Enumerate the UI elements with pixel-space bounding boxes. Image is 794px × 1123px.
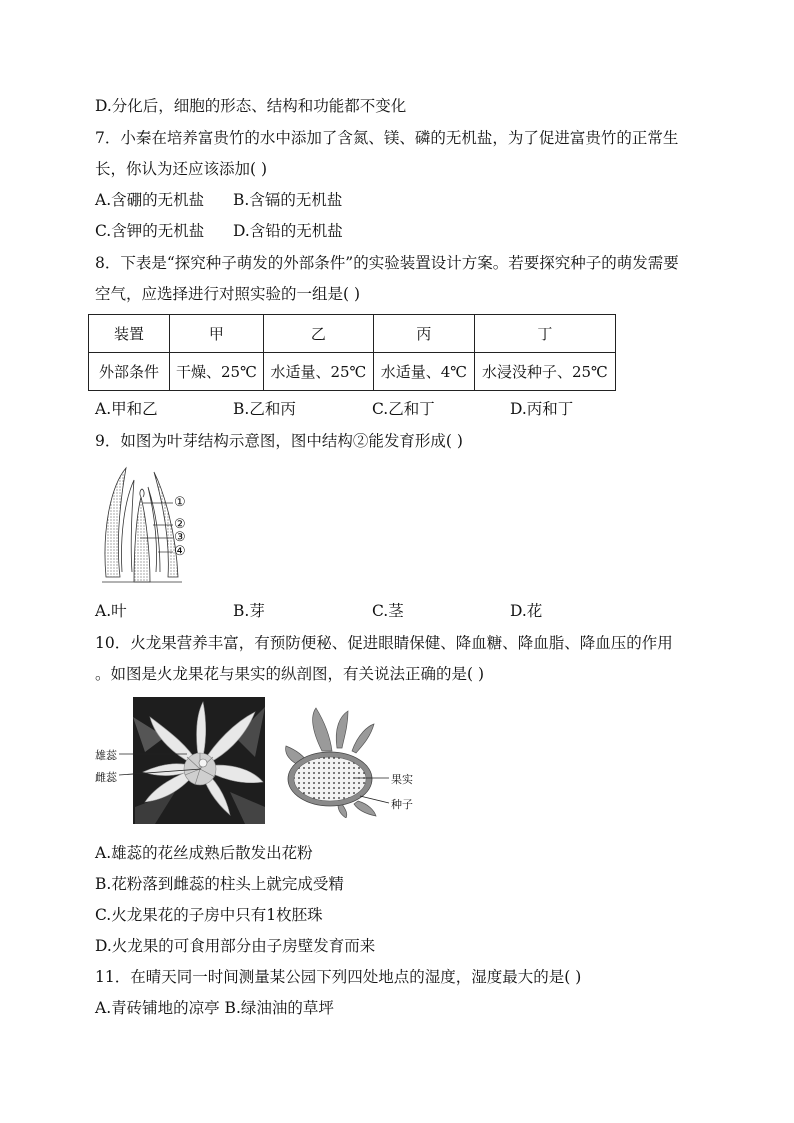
bud-label-2: ②	[174, 517, 186, 532]
q7-option-b: B.含镉的无机盐	[233, 191, 343, 209]
q10-option-b: B.花粉落到雌蕊的柱头上就完成受精	[95, 875, 344, 893]
table-cell: 丁	[474, 315, 615, 353]
table-row-header	[89, 315, 616, 353]
q7-stem-line2: 长，你认为还应该添加( )	[95, 160, 268, 178]
q8-option-b: B.乙和丙	[233, 400, 296, 418]
pitaya-fruit-figure	[282, 706, 427, 818]
q6-option-d: D.分化后，细胞的形态、结构和功能都不变化	[95, 97, 407, 115]
q9-option-a: A.叶	[95, 602, 127, 620]
q7-option-c: C.含钾的无机盐	[95, 222, 205, 240]
bud-label-4: ④	[174, 544, 186, 559]
table-row-conditions	[89, 353, 616, 391]
table-cell: 水适量、25℃	[263, 353, 373, 391]
q10-stem-line1: 10．火龙果营养丰富，有预防便秘、促进眼睛保健、降血糖、降血脂、降血压的作用	[95, 634, 673, 652]
table-cell: 装置	[89, 315, 170, 353]
bud-label-1: ①	[174, 495, 186, 510]
leaf-bud-figure	[98, 462, 208, 587]
q7-option-a: A.含硼的无机盐	[95, 191, 205, 209]
q8-stem-line2: 空气，应选择进行对照实验的一组是( )	[95, 285, 361, 303]
q8-option-a: A.甲和乙	[95, 400, 158, 418]
q7-option-d: D.含铅的无机盐	[233, 222, 343, 240]
q10-option-a: A.雄蕊的花丝成熟后散发出花粉	[95, 844, 313, 862]
fruit-label-seed: 种子	[391, 798, 413, 811]
q10-option-c: C.火龙果花的子房中只有1枚胚珠	[95, 906, 323, 924]
q10-option-d: D.火龙果的可食用部分由子房壁发育而来	[95, 937, 376, 955]
table-cell: 水适量、4℃	[373, 353, 474, 391]
q8-stem-line1: 8．下表是“探究种子萌发的外部条件”的实验装置设计方案。若要探究种子的萌发需要	[95, 254, 679, 272]
q7-stem-line1: 7．小秦在培养富贵竹的水中添加了含氮、镁、磷的无机盐，为了促进富贵竹的正常生	[95, 129, 679, 147]
experiment-table	[88, 314, 616, 391]
q8-option-d: D.丙和丁	[510, 400, 574, 418]
table-cell: 丙	[373, 315, 474, 353]
pitaya-flower-figure	[95, 697, 265, 824]
flower-label-stamen: 雄蕊	[95, 749, 117, 762]
bud-label-3: ③	[174, 530, 186, 545]
table-cell: 干燥、25℃	[170, 353, 264, 391]
q11-options-line: A.青砖铺地的凉亭 B.绿油油的草坪	[95, 999, 334, 1017]
flower-label-pistil: 雌蕊	[95, 771, 117, 784]
q8-option-c: C.乙和丁	[372, 400, 435, 418]
q9-option-b: B.芽	[233, 602, 265, 620]
q9-option-c: C.茎	[372, 602, 404, 620]
table-cell: 水浸没种子、25℃	[474, 353, 615, 391]
q10-stem-line2: 。如图是火龙果花与果实的纵剖图，有关说法正确的是( )	[95, 665, 485, 683]
table-cell: 外部条件	[89, 353, 170, 391]
table-cell: 乙	[263, 315, 373, 353]
table-cell: 甲	[170, 315, 264, 353]
q9-stem: 9．如图为叶芽结构示意图，图中结构②能发育形成( )	[95, 432, 463, 450]
q9-option-d: D.花	[510, 602, 543, 620]
pitaya-flower-image	[95, 697, 265, 824]
fruit-label-fruit: 果实	[391, 773, 413, 786]
q11-stem: 11．在晴天同一时间测量某公园下列四处地点的湿度，湿度最大的是( )	[95, 968, 582, 986]
leaf-bud-diagram	[98, 462, 208, 587]
